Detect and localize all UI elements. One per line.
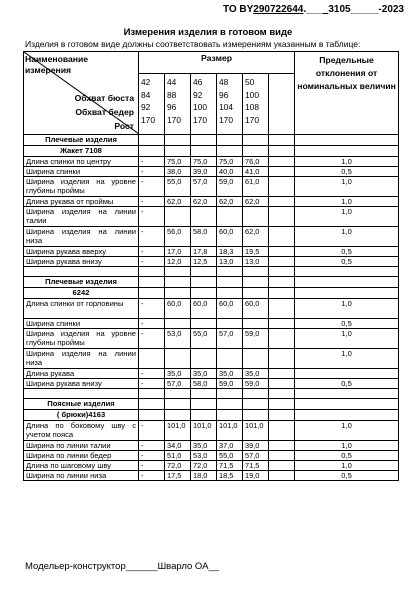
empty-cell — [243, 146, 269, 157]
measurement-name: Ширина рукава внизу — [24, 257, 139, 267]
tolerance-value: 1,0 — [295, 207, 399, 227]
size-column-2 — [191, 74, 217, 135]
measurement-name: Ширина изделия на уровне глубины проймы — [24, 329, 139, 349]
tolerance-value: 0,5 — [295, 257, 399, 267]
measurement-value: - — [139, 379, 165, 389]
measurement-value: - — [139, 177, 165, 197]
tolerance-value: 1,0 — [295, 177, 399, 197]
empty-cell — [243, 399, 269, 410]
measurement-value: 57,0 — [165, 379, 191, 389]
empty-cell — [165, 277, 191, 288]
empty-cell — [165, 399, 191, 410]
size-value: 42 — [141, 77, 151, 88]
empty-cell — [243, 135, 269, 146]
measurement-value: 101,0 — [165, 421, 191, 441]
measurement-value: 34,0 — [165, 441, 191, 451]
signature-line-end: __ — [208, 561, 219, 572]
measurement-name: Ширина рукава вверху — [24, 247, 139, 257]
measurement-name: Ширина спинки — [24, 319, 139, 329]
measurement-value: 75,0 — [191, 157, 217, 167]
measurement-value — [269, 451, 295, 461]
section-group-title: Плечевые изделия — [24, 277, 139, 288]
size-value: 48 — [219, 77, 229, 88]
measurement-value: - — [139, 451, 165, 461]
measurement-value — [269, 471, 295, 481]
measurement-value: 17,8 — [191, 247, 217, 257]
measurement-row — [24, 441, 399, 451]
measurement-value: 39,0 — [243, 441, 269, 451]
measurement-row — [24, 329, 399, 349]
measurement-value: 62,0 — [217, 197, 243, 207]
measurement-value: 57,0 — [243, 451, 269, 461]
tolerance-value: 0,5 — [295, 451, 399, 461]
measurement-value: - — [139, 319, 165, 329]
measurement-value: - — [139, 257, 165, 267]
measurement-value: 18,3 — [217, 247, 243, 257]
measurement-row — [24, 349, 399, 369]
empty-cell — [139, 389, 165, 399]
empty-cell — [295, 389, 399, 399]
empty-cell — [243, 277, 269, 288]
measurement-value — [269, 247, 295, 257]
measurement-value: 55,0 — [165, 177, 191, 197]
empty-cell — [139, 267, 165, 277]
measurement-value: - — [139, 207, 165, 227]
measurement-value: 35,0 — [191, 369, 217, 379]
empty-cell — [191, 135, 217, 146]
measurement-value: 53,0 — [191, 451, 217, 461]
size-value: 108 — [245, 102, 259, 113]
size-value: 92 — [193, 89, 203, 100]
measurement-name: Ширина изделия на линии низа — [24, 349, 139, 369]
empty-cell — [295, 267, 399, 277]
document-reference — [223, 4, 404, 15]
measurement-value: 35,0 — [217, 369, 243, 379]
measurement-value: - — [139, 167, 165, 177]
empty-cell — [217, 146, 243, 157]
measurement-name: Ширина по линии талии — [24, 441, 139, 451]
measurement-name: Ширина по линии низа — [24, 471, 139, 481]
measurement-row — [24, 421, 399, 441]
measurement-name: Длина по боковому шву с учетом пояса — [24, 421, 139, 441]
intro-text: Изделия в готовом виде должны соответствовать измерениям указанным в таблице: — [25, 39, 361, 49]
empty-cell — [139, 146, 165, 157]
size-value: 170 — [219, 114, 233, 125]
signature-role: Модельер-конструктор — [25, 561, 126, 572]
measurement-value: 60,0 — [165, 299, 191, 319]
measurement-value: 60,0 — [217, 299, 243, 319]
measurement-name: Ширина спинки — [24, 167, 139, 177]
measurement-name: Ширина изделия на линии низа — [24, 227, 139, 247]
empty-cell — [139, 288, 165, 299]
measurement-value — [165, 349, 191, 369]
measurement-value — [191, 349, 217, 369]
measurement-value — [139, 349, 165, 369]
measurement-value: 19,0 — [243, 471, 269, 481]
tolerance-value: 1,0 — [295, 461, 399, 471]
measurement-row — [24, 471, 399, 481]
size-value: 170 — [141, 114, 155, 125]
measurement-value: 59,0 — [217, 379, 243, 389]
empty-cell — [269, 267, 295, 277]
empty-cell — [139, 135, 165, 146]
measurement-value: 71,5 — [243, 461, 269, 471]
measurement-name: Ширина по линии бедер — [24, 451, 139, 461]
measurement-value: 55,0 — [217, 451, 243, 461]
measurement-value: 60,0 — [191, 299, 217, 319]
measurement-value — [217, 349, 243, 369]
measurement-row — [24, 257, 399, 267]
measurement-value: 57,0 — [191, 177, 217, 197]
measurement-value: 75,0 — [217, 157, 243, 167]
measurement-value — [269, 157, 295, 167]
measurement-value — [269, 379, 295, 389]
spacer-row — [24, 389, 399, 399]
empty-cell — [217, 135, 243, 146]
ref-year: -2023 — [378, 4, 404, 15]
measurement-value — [269, 319, 295, 329]
measurement-value — [165, 207, 191, 227]
ref-number: 290722644 — [253, 4, 304, 15]
header-row-label-hips: Обхват бедер — [75, 107, 134, 117]
measurement-value: - — [139, 299, 165, 319]
section-title-row — [24, 277, 399, 288]
measurement-value: 62,0 — [191, 197, 217, 207]
empty-cell — [165, 135, 191, 146]
empty-cell — [295, 410, 399, 421]
measurement-value — [217, 319, 243, 329]
ref-prefix: ТО BY — [222, 4, 254, 15]
measurement-row — [24, 167, 399, 177]
measurement-value — [269, 369, 295, 379]
spacer-row — [24, 267, 399, 277]
measurement-value — [243, 207, 269, 227]
tolerance-value: 0,5 — [295, 471, 399, 481]
measurement-value: - — [139, 227, 165, 247]
measurement-value: 57,0 — [217, 329, 243, 349]
measurement-row — [24, 299, 399, 319]
signature — [25, 561, 219, 572]
measurement-value — [269, 299, 295, 319]
measurement-value: - — [139, 197, 165, 207]
empty-cell — [165, 410, 191, 421]
measurement-value: - — [139, 157, 165, 167]
size-value: 170 — [167, 114, 181, 125]
ref-blank: _____ — [350, 4, 379, 15]
measurement-row — [24, 379, 399, 389]
tolerance-value: 1,0 — [295, 329, 399, 349]
measurement-value: 35,0 — [243, 369, 269, 379]
section-model: ( брюки)4163 — [24, 410, 139, 421]
empty-cell — [269, 146, 295, 157]
measurement-value — [269, 177, 295, 197]
measurement-value: 37,0 — [217, 441, 243, 451]
size-value: 50 — [245, 77, 255, 88]
empty-cell — [191, 277, 217, 288]
size-value: 100 — [193, 102, 207, 113]
empty-cell — [217, 277, 243, 288]
tolerance-value: 1,0 — [295, 421, 399, 441]
empty-cell — [269, 288, 295, 299]
section-group-title: Поясные изделия — [24, 399, 139, 410]
measurement-name: Длина по шаговому шву — [24, 461, 139, 471]
measurement-value: 101,0 — [191, 421, 217, 441]
measurement-value: 40,0 — [217, 167, 243, 177]
header-diagonal-cell — [24, 52, 139, 135]
measurement-value — [269, 461, 295, 471]
size-column-0 — [139, 74, 165, 135]
header-row-1 — [24, 52, 399, 74]
measurement-value: - — [139, 441, 165, 451]
empty-cell — [243, 267, 269, 277]
measurement-value: 101,0 — [243, 421, 269, 441]
measurement-value: 62,0 — [165, 197, 191, 207]
empty-cell — [243, 389, 269, 399]
document-title: Измерения изделия в готовом виде — [123, 27, 293, 38]
header-size-label: Размер — [139, 52, 295, 74]
tolerance-value — [295, 369, 399, 379]
measurement-value: 59,0 — [243, 329, 269, 349]
empty-cell — [217, 399, 243, 410]
measurement-value — [191, 207, 217, 227]
measurement-value: - — [139, 461, 165, 471]
tolerance-value: 1,0 — [295, 197, 399, 207]
measurement-value: 18,5 — [217, 471, 243, 481]
measurement-name: Ширина изделия на уровне глубины проймы — [24, 177, 139, 197]
measurement-value — [217, 207, 243, 227]
measurement-value: 38,0 — [165, 167, 191, 177]
measurement-value: 19,5 — [243, 247, 269, 257]
size-column-1 — [165, 74, 191, 135]
measurement-row — [24, 247, 399, 257]
tolerance-value: 0,5 — [295, 167, 399, 177]
measurement-value: - — [139, 471, 165, 481]
empty-cell — [165, 267, 191, 277]
empty-cell — [269, 277, 295, 288]
header-row-label-height: Рост — [114, 121, 134, 131]
measurement-value: 61,0 — [243, 177, 269, 197]
empty-cell — [243, 410, 269, 421]
measurement-value — [269, 207, 295, 227]
measurement-value — [243, 349, 269, 369]
size-value: 46 — [193, 77, 203, 88]
empty-cell — [24, 267, 139, 277]
empty-cell — [269, 389, 295, 399]
signature-line: ______ — [125, 561, 158, 572]
measurement-row — [24, 177, 399, 197]
empty-cell — [295, 277, 399, 288]
empty-cell — [191, 399, 217, 410]
size-value: 92 — [141, 102, 151, 113]
empty-cell — [191, 146, 217, 157]
measurement-value — [191, 319, 217, 329]
empty-cell — [269, 135, 295, 146]
tolerance-value: 1,0 — [295, 299, 399, 319]
measurement-name: Длина спинки по центру — [24, 157, 139, 167]
measurement-value: - — [139, 369, 165, 379]
empty-cell — [139, 399, 165, 410]
measurement-name: Ширина рукава внизу — [24, 379, 139, 389]
measurement-value: 12,5 — [191, 257, 217, 267]
measurement-value: 72,0 — [165, 461, 191, 471]
measurement-row — [24, 197, 399, 207]
empty-cell — [217, 410, 243, 421]
empty-cell — [139, 277, 165, 288]
size-value: 84 — [141, 89, 151, 100]
measurement-value — [269, 441, 295, 451]
measurements-table — [23, 51, 399, 481]
measurement-row — [24, 461, 399, 471]
measurement-value — [269, 167, 295, 177]
section-model: Жакет 7108 — [24, 146, 139, 157]
tolerance-value: 1,0 — [295, 157, 399, 167]
empty-cell — [217, 389, 243, 399]
measurement-value: 17,5 — [165, 471, 191, 481]
empty-cell — [139, 410, 165, 421]
empty-cell — [295, 288, 399, 299]
ref-gap: .___ — [303, 4, 323, 15]
measurement-value — [269, 227, 295, 247]
section-model-row — [24, 146, 399, 157]
measurement-value: 71,5 — [217, 461, 243, 471]
section-model: 6242 — [24, 288, 139, 299]
section-model-row — [24, 410, 399, 421]
measurement-value: 72,0 — [191, 461, 217, 471]
size-value: 44 — [167, 77, 177, 88]
empty-cell — [295, 399, 399, 410]
empty-cell — [269, 410, 295, 421]
empty-cell — [191, 288, 217, 299]
measurement-value: 51,0 — [165, 451, 191, 461]
header-tolerance-label: Предельные отклонения от номинальных величин — [295, 52, 399, 135]
size-column-3 — [217, 74, 243, 135]
section-group-title: Плечевые изделия — [24, 135, 139, 146]
measurement-name: Длина спинки от горловины — [24, 299, 139, 319]
size-value: 96 — [219, 89, 229, 100]
measurement-value — [269, 329, 295, 349]
measurement-value — [269, 421, 295, 441]
size-column-4 — [243, 74, 269, 135]
measurement-value — [165, 319, 191, 329]
empty-cell — [217, 267, 243, 277]
measurement-value: 12,0 — [165, 257, 191, 267]
measurement-row — [24, 227, 399, 247]
size-value: 100 — [245, 89, 259, 100]
ref-code: 3105 — [328, 4, 351, 15]
measurement-value: 53,0 — [165, 329, 191, 349]
measurement-value: 101,0 — [217, 421, 243, 441]
measurement-value: 59,0 — [217, 177, 243, 197]
tolerance-value: 1,0 — [295, 227, 399, 247]
tolerance-value: 0,5 — [295, 319, 399, 329]
measurement-name: Длина рукава — [24, 369, 139, 379]
measurement-value: 55,0 — [191, 329, 217, 349]
empty-cell — [191, 267, 217, 277]
empty-cell — [24, 389, 139, 399]
empty-cell — [165, 288, 191, 299]
measurement-name: Длина рукава от проймы — [24, 197, 139, 207]
size-value: 88 — [167, 89, 177, 100]
measurement-value: 58,0 — [191, 379, 217, 389]
size-value: 170 — [193, 114, 207, 125]
measurement-value: - — [139, 421, 165, 441]
measurement-value — [269, 197, 295, 207]
tolerance-value: 0,5 — [295, 247, 399, 257]
header-row-label-bust: Обхват бюста — [74, 93, 134, 103]
signature-name: Шварло ОА — [157, 561, 209, 572]
measurement-value: 41,0 — [243, 167, 269, 177]
measurement-row — [24, 319, 399, 329]
measurement-value: 13,0 — [243, 257, 269, 267]
measurement-value: 13,0 — [217, 257, 243, 267]
section-title-row — [24, 135, 399, 146]
measurement-value: 62,0 — [243, 197, 269, 207]
measurement-value: 18,0 — [191, 471, 217, 481]
tolerance-value: 0,5 — [295, 379, 399, 389]
size-column-spare — [269, 74, 295, 135]
empty-cell — [191, 410, 217, 421]
measurement-value: 39,0 — [191, 167, 217, 177]
measurement-value: 17,0 — [165, 247, 191, 257]
empty-cell — [165, 146, 191, 157]
measurement-value: 60,0 — [217, 227, 243, 247]
measurement-value — [269, 349, 295, 369]
empty-cell — [295, 135, 399, 146]
measurement-value: 59,0 — [243, 379, 269, 389]
empty-cell — [165, 389, 191, 399]
measurement-row — [24, 369, 399, 379]
measurement-value: 60,0 — [243, 299, 269, 319]
empty-cell — [217, 288, 243, 299]
measurement-value: - — [139, 247, 165, 257]
empty-cell — [269, 399, 295, 410]
measurement-value — [243, 319, 269, 329]
tolerance-value: 1,0 — [295, 349, 399, 369]
size-value: 104 — [219, 102, 233, 113]
measurement-value: - — [139, 329, 165, 349]
section-title-row — [24, 399, 399, 410]
tolerance-value: 1,0 — [295, 441, 399, 451]
section-model-row — [24, 288, 399, 299]
measurement-row — [24, 207, 399, 227]
measurement-name: Ширина изделия на линии талии — [24, 207, 139, 227]
measurement-value — [269, 257, 295, 267]
measurement-value: 76,0 — [243, 157, 269, 167]
measurement-row — [24, 157, 399, 167]
header-name-label: Наименование измерения — [25, 54, 89, 75]
measurement-value: 58,0 — [191, 227, 217, 247]
measurement-value: 56,0 — [165, 227, 191, 247]
measurement-row — [24, 451, 399, 461]
size-value: 96 — [167, 102, 177, 113]
measurement-value: 35,0 — [191, 441, 217, 451]
measurement-value: 35,0 — [165, 369, 191, 379]
measurement-value: 75,0 — [165, 157, 191, 167]
empty-cell — [295, 146, 399, 157]
size-value: 170 — [245, 114, 259, 125]
empty-cell — [243, 288, 269, 299]
empty-cell — [191, 389, 217, 399]
measurement-value: 62,0 — [243, 227, 269, 247]
